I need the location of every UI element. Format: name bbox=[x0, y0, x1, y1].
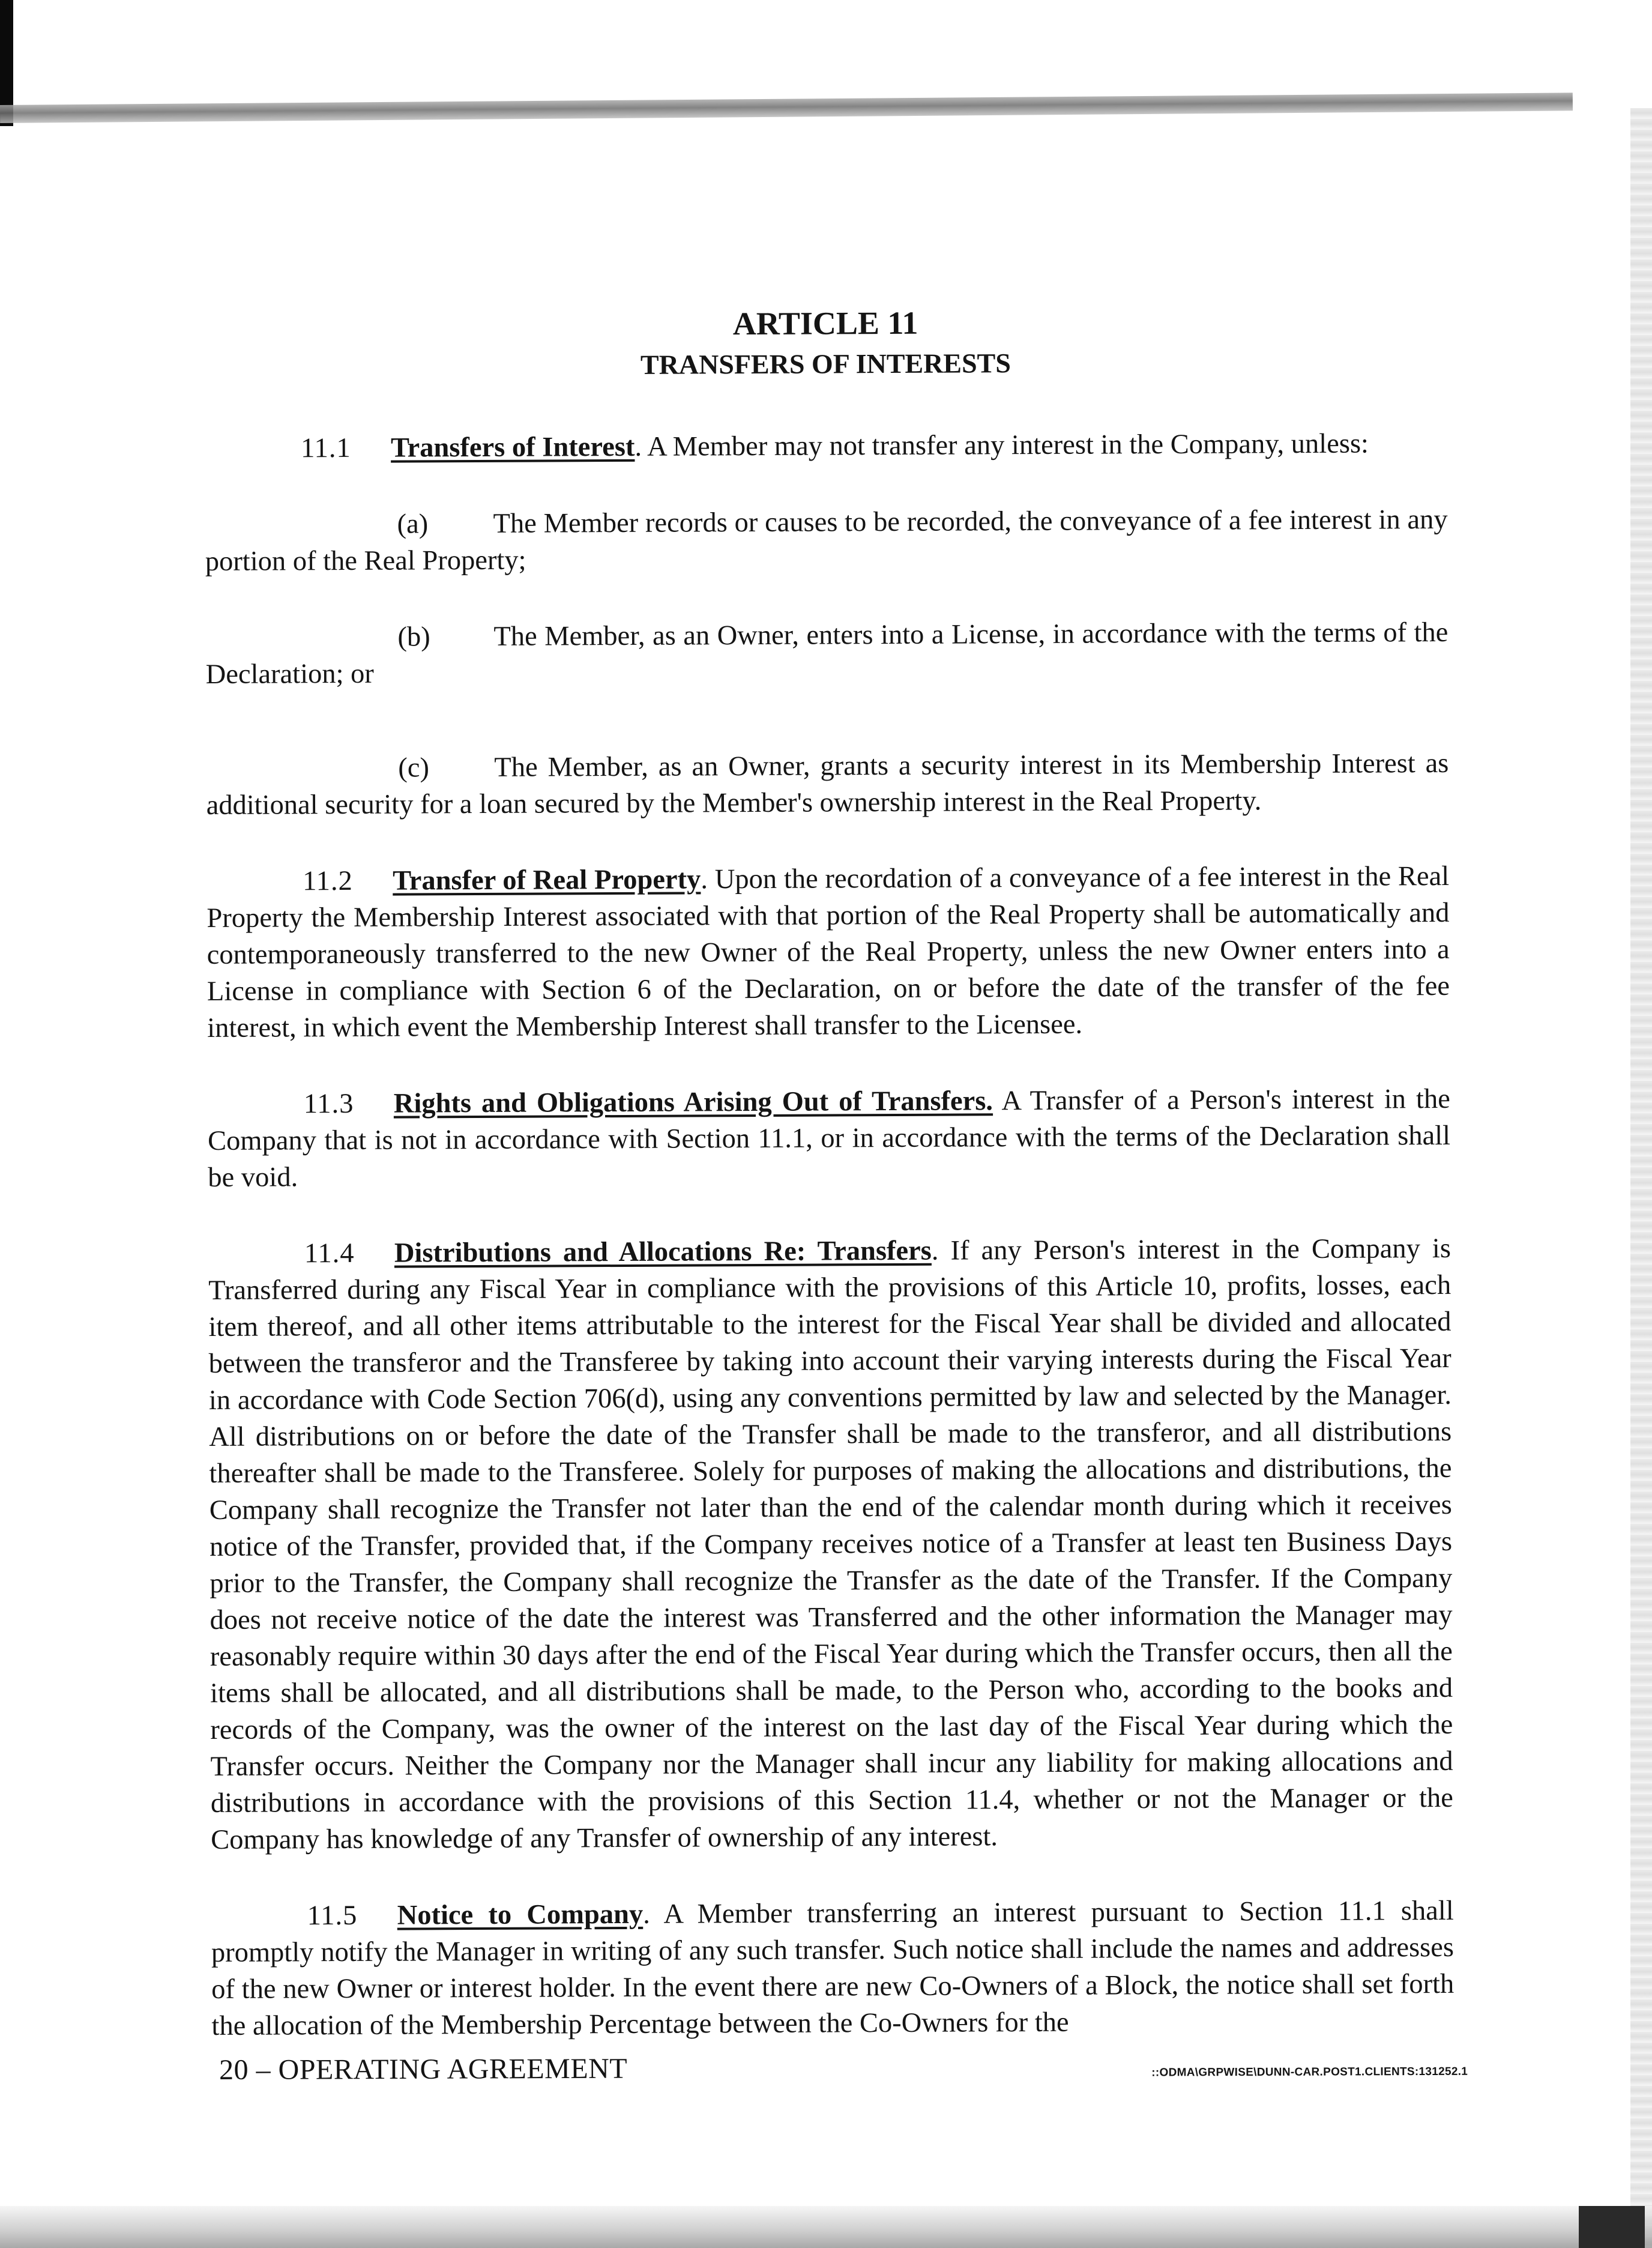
section-number: 11.3 bbox=[303, 1088, 354, 1120]
subsection-11-1-b bbox=[205, 614, 1449, 693]
section-text: . Upon the recordation of a conveyance of a fee interest in the Real Property the Membership Interest associated with that portion of the Real Property shall be automatically and contemporaneously transferred to the new Owner of the Real Property, unless the new Owner enters into a License in compliance with Section 6 of the Declaration, on or before the date of the transfer of the fee interest, in which event the Membership Interest shall transfer to the Licensee. bbox=[206, 860, 1450, 1044]
subsection-label: (b) bbox=[397, 621, 430, 653]
scan-edge-top bbox=[0, 92, 1573, 123]
section-number: 11.1 bbox=[300, 432, 351, 464]
page-footer bbox=[219, 2049, 1468, 2086]
article-number: ARTICLE 11 bbox=[732, 304, 918, 342]
footer-doc-id: ::ODMA\GRPWISE\DUNN-CAR.POST1.CLIENTS:131252.1 bbox=[1151, 2065, 1468, 2079]
section-caption: Transfers of Interest bbox=[390, 431, 635, 464]
section-11-1 bbox=[205, 425, 1447, 467]
section-number: 11.5 bbox=[307, 1900, 358, 1932]
section-11-3 bbox=[208, 1081, 1451, 1196]
scan-corner-mark bbox=[1579, 2206, 1645, 2248]
section-caption: Rights and Obligations Arising Out of Transfers. bbox=[393, 1086, 993, 1119]
section-caption: Transfer of Real Property bbox=[393, 864, 701, 896]
subsection-11-1-c bbox=[206, 745, 1449, 824]
section-number: 11.4 bbox=[304, 1237, 355, 1269]
section-text: A Transfer of a Person's interest in the Company that is not in accordance with Section 11.1, or in accordance with the terms of the Declaration shall be void. bbox=[207, 1083, 1451, 1193]
footer-page-label: 20 – OPERATING AGREEMENT bbox=[219, 2052, 628, 2086]
section-text: . A Member may not transfer any interest in the Company, unless: bbox=[635, 428, 1369, 462]
section-11-5 bbox=[211, 1893, 1455, 2044]
subsection-label: (c) bbox=[398, 752, 430, 784]
article-title: TRANSFERS OF INTERESTS bbox=[640, 347, 1011, 380]
section-caption: Distributions and Allocations Re: Transfers bbox=[394, 1235, 932, 1269]
section-text: . A Member transferring an interest pursuant to Section 11.1 shall promptly notify the Manager in writing of any such transfer. Such notice shall include the names and addresses of the new Owner or interest holder. In the event there are new Co-Owners of a Block, the notice shall set forth the allocation of the Membership Percentage between the Co-Owners for the bbox=[211, 1895, 1455, 2041]
scan-edge-bottom bbox=[0, 2206, 1652, 2248]
article-heading bbox=[204, 301, 1447, 384]
section-11-4 bbox=[208, 1230, 1454, 1858]
section-text: . If any Person's interest in the Company is Transferred during any Fiscal Year in compliance with the provisions of this Article 10, profits, losses, each item thereof, and all other items attributable to the interest for the Fiscal Year shall be divided and allocated between the transferor and the Transferee by taking into account their varying interests during the Fiscal Year in accordance with Code Section 706(d), using any conventions permitted by law and selected by the Manager. All distributions on or before the date of the Transfer shall be made to the transferor, and all distributions thereafter shall be made to the Transferee. Solely for purposes of making the allocations and distributions, the Company shall recognize the Transfer not later than the end of the calendar month during which it receives notice of the Transfer, provided that, if the Company receives notice of a Transfer at least ten Business Days prior to the Transfer, the Company shall recognize the Transfer as the date of the Transfer. If the Company does not receive notice of the date the interest was Transferred and the other information the Manager may reasonably require within 30 days after the end of the Fiscal Year during which the Transfer occurs, then all the items shall be allocated, and all distributions shall be made, to the Person who, according to the books and records of the Company, was the owner of the interest on the last day of the Fiscal Year during which the Transfer occurs. Neither the Company nor the Manager shall incur any liability for making allocations and distributions in accordance with the provisions of this Section 11.4, whether or not the Manager or the Company has knowledge of any Transfer of ownership of any interest. bbox=[208, 1233, 1453, 1855]
subsection-text: The Member, as an Owner, grants a security interest in its Membership Interest as additional security for a loan secured by the Member's ownership interest in the Real Property. bbox=[206, 748, 1449, 821]
subsection-text: The Member, as an Owner, enters into a License, in accordance with the terms of the Declaration; or bbox=[205, 617, 1449, 690]
section-11-2 bbox=[206, 858, 1450, 1047]
subsection-text: The Member records or causes to be recorded, the conveyance of a fee interest in any portion of the Real Property; bbox=[205, 504, 1448, 577]
scan-edge-right bbox=[1630, 108, 1652, 2246]
section-number: 11.2 bbox=[303, 865, 353, 897]
subsection-label: (a) bbox=[397, 509, 429, 540]
subsection-11-1-a bbox=[205, 501, 1448, 580]
section-caption: Notice to Company bbox=[397, 1899, 644, 1931]
document-page bbox=[204, 301, 1455, 2044]
